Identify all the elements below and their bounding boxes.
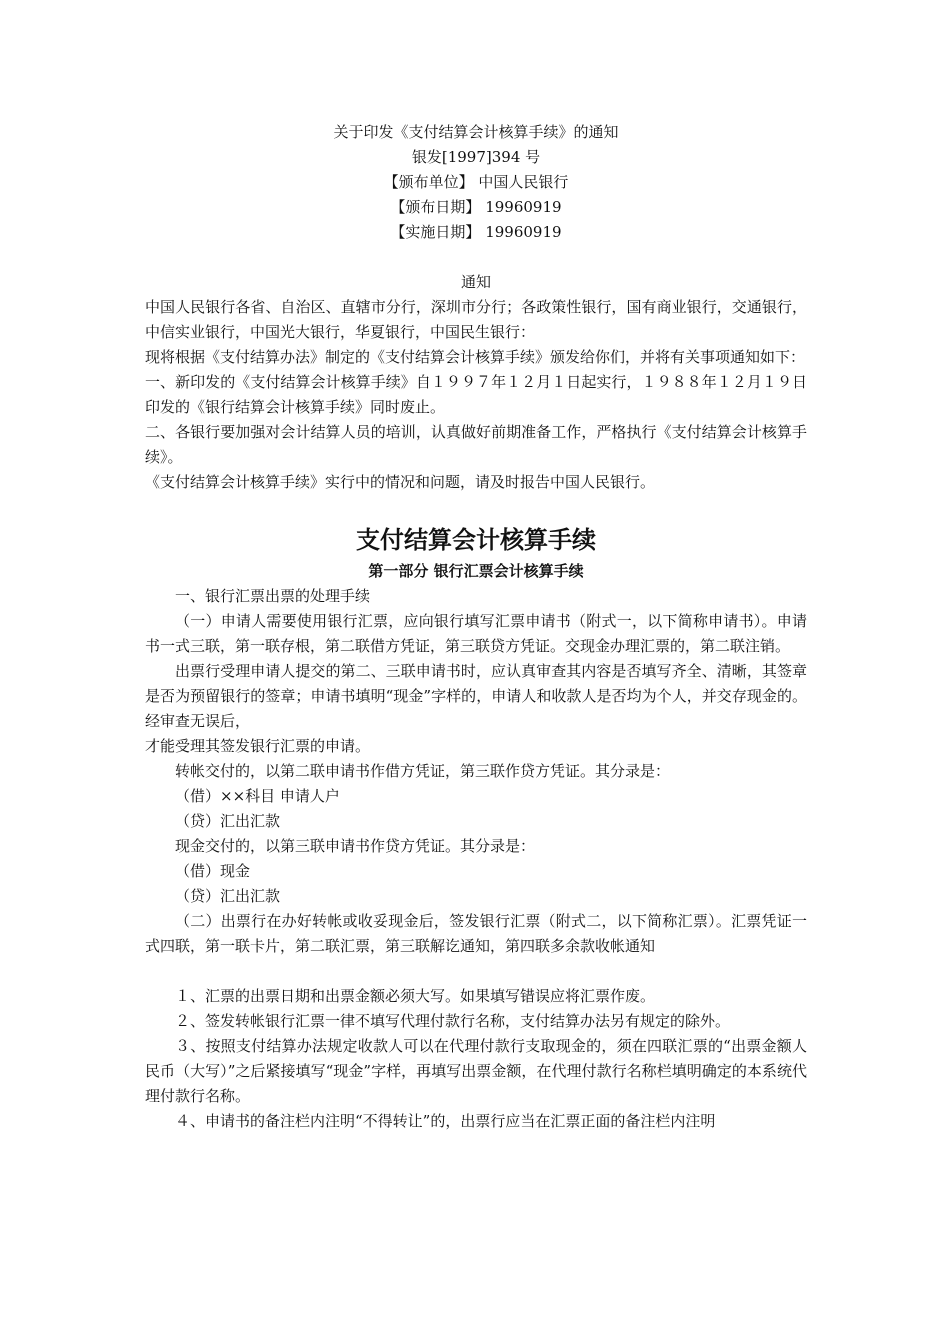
paragraph-3: 转帐交付的，以第二联申请书作借方凭证，第三联作贷方凭证。其分录是：	[175, 762, 671, 780]
document-number: 银发[1997]394 号	[411, 148, 541, 166]
paragraph-1: （一）申请人需要使用银行汇票，应向银行填写汇票申请书（附式一，以下简称申请书）。申请书一式三联，第一联存根，第二联借方凭证，第三联贷方凭证。交现金办理汇票的，第二联注销。	[145, 612, 807, 655]
spacer	[145, 959, 807, 984]
issue-date-label: 【颁布日期】	[390, 198, 481, 216]
paragraph-5: （二）出票行在办好转帐或收妥现金后，签发银行汇票（附式二，以下简称汇票）。汇票凭证一式四联，第一联卡片，第二联汇票，第三联解讫通知，第四联多余款收帐通知	[145, 912, 807, 955]
rule-2: ２、签发转帐银行汇票一律不填写代理付款行名称，支付结算办法另有规定的除外。	[175, 1012, 731, 1030]
spacer	[145, 495, 807, 520]
rule-1: １、汇票的出票日期和出票金额必须大写。如果填写错误应将汇票作废。	[175, 987, 656, 1005]
entry-debit-1: （借）××科目 申请人户	[175, 787, 340, 805]
issuer-value: 中国人民银行	[478, 173, 569, 191]
issue-date-value: 19960919	[485, 198, 562, 216]
entry-debit-2: （借）现金	[175, 862, 251, 880]
rule-3: ３、按照支付结算办法规定收款人可以在代理付款行支取现金的，须在四联汇票的“出票金额人民币（大写）”之后紧接填写“现金”字样，再填写出票金额，在代理付款行名称栏填明确定的本系统代理付款行名称。	[145, 1037, 807, 1105]
notice-item-1: 一、新印发的《支付结算会计核算手续》自１９９７年１２月１日起实行，１９８８年１２月１９日印发的《银行结算会计核算手续》同时废止。	[145, 373, 807, 416]
notice-closing: 《支付结算会计核算手续》实行中的情况和问题，请及时报告中国人民银行。	[145, 473, 656, 491]
issue-date-line	[145, 195, 807, 220]
notice-heading: 通知	[460, 273, 491, 291]
entry-credit-1: （贷）汇出汇款	[175, 812, 281, 830]
issuer-line	[145, 170, 807, 195]
effective-date-label: 【实施日期】	[390, 223, 481, 241]
paragraph-2: 出票行受理申请人提交的第二、三联申请书时，应认真审查其内容是否填写齐全、清晰，其签章是否为预留银行的签章；申请书填明“现金”字样的，申请人和收款人是否均为个人，并交存现金的。经审查无误后，	[145, 662, 807, 730]
notice-addressees: 中国人民银行各省、自治区、直辖市分行，深圳市分行；各政策性银行，国有商业银行，交通银行，中信实业银行，中国光大银行，华夏银行，中国民生银行：	[145, 298, 807, 341]
section-heading: 一、银行汇票出票的处理手续	[175, 587, 371, 605]
paragraph-2-continued: 才能受理其签发银行汇票的申请。	[145, 737, 371, 755]
rule-4: ４、申请书的备注栏内注明“不得转让”的，出票行应当在汇票正面的备注栏内注明	[175, 1112, 716, 1130]
notice-title: 关于印发《支付结算会计核算手续》的通知	[333, 123, 619, 141]
paragraph-4: 现金交付的，以第三联申请书作贷方凭证。其分录是：	[175, 837, 536, 855]
effective-date-line	[145, 220, 807, 245]
notice-item-2: 二、各银行要加强对会计结算人员的培训，认真做好前期准备工作，严格执行《支付结算会计核算手续》。	[145, 423, 807, 466]
document-page	[145, 120, 807, 1134]
issuer-label: 【颁布单位】	[383, 173, 474, 191]
effective-date-value: 19960919	[485, 223, 562, 241]
part-title: 第一部分 银行汇票会计核算手续	[368, 562, 584, 580]
main-title: 支付结算会计核算手续	[356, 526, 596, 554]
entry-credit-2: （贷）汇出汇款	[175, 887, 281, 905]
spacer	[145, 245, 807, 270]
notice-intro: 现将根据《支付结算办法》制定的《支付结算会计核算手续》颁发给你们，并将有关事项通知如下：	[145, 348, 806, 366]
